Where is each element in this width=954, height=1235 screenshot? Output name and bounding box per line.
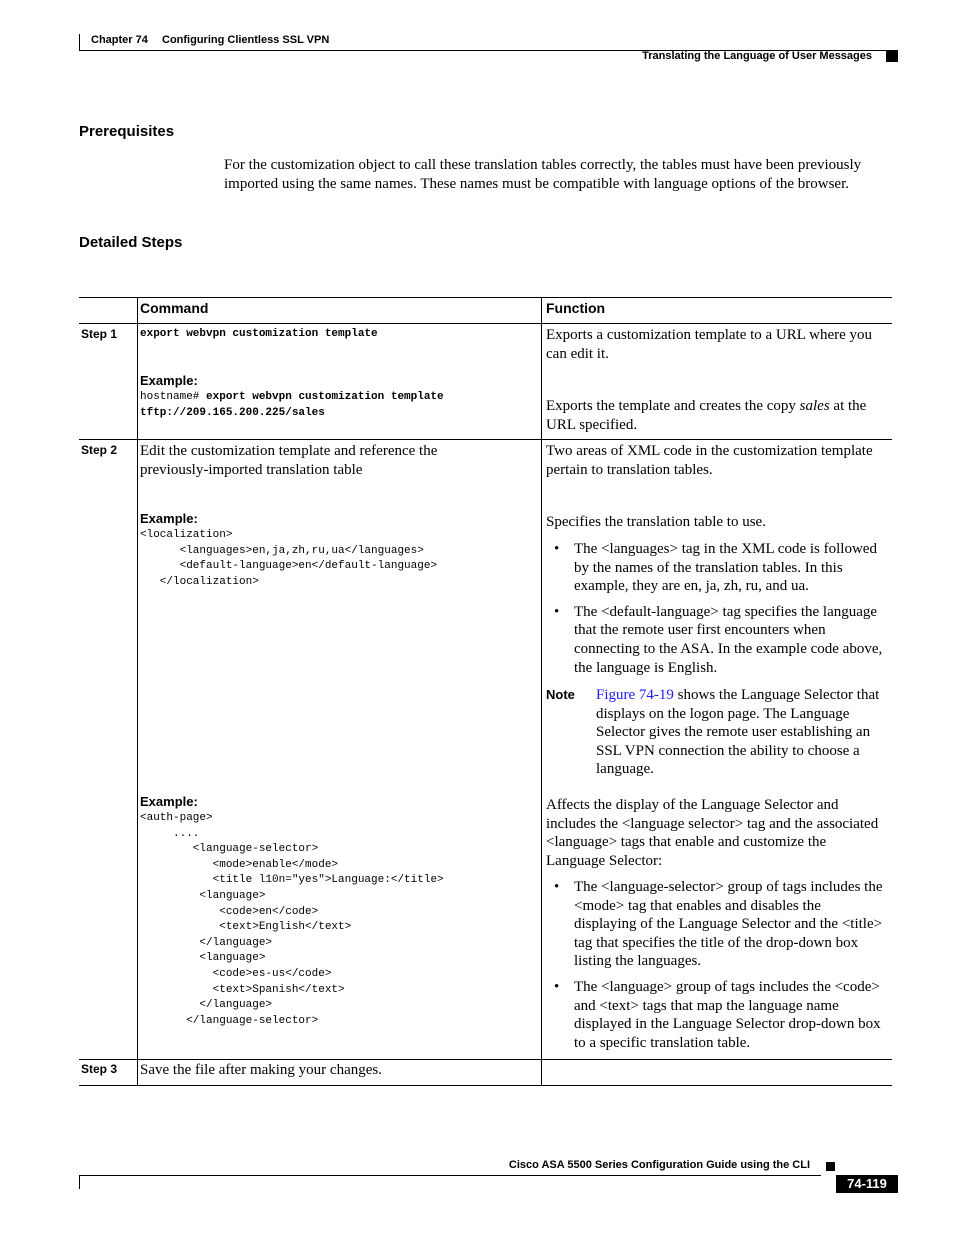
step-1-example-function	[546, 397, 886, 434]
column-divider-2	[541, 297, 542, 1086]
step-3-command: Save the file after making your changes.	[140, 1062, 382, 1078]
bullet-item: • The <language-selector> group of tags includes the <mode> tag that enables and disables the displaying of the Language Selector and the <title> tag that specifies the title of the drop-down box listing the languages.	[546, 878, 886, 971]
emphasis-sales: sales	[799, 398, 830, 414]
step-2-example-1-bullets	[546, 540, 886, 684]
step-3-label: Step 3	[81, 1062, 118, 1076]
bullet-item: • The <languages> tag in the XML code is followed by the names of the translation tables. In this example, they are en, ja, zh, ru, and ua.	[546, 540, 886, 596]
text-fragment: at the URL specified.	[546, 398, 867, 433]
step-2-example-1-code: <localization> <languages>en,ja,zh,ru,ua</languages> <default-language>en</default-language> </localization>	[140, 529, 438, 588]
section-title: Translating the Language of User Messages	[642, 50, 872, 62]
footer-rule	[79, 1175, 821, 1176]
step-2-example-2-function: Affects the display of the Language Selector and includes the <language selector> tag and the associated <language> tags that enable and customize the Language Selector:	[546, 797, 879, 869]
step-2-function: Two areas of XML code in the customization template pertain to translation tables.	[546, 443, 873, 478]
note-label: Note	[546, 687, 575, 702]
step-1-label: Step 1	[81, 327, 118, 341]
header-rule-vertical	[79, 34, 80, 50]
column-header-function: Function	[546, 300, 606, 316]
header-marker	[886, 50, 898, 62]
table-top-rule	[79, 297, 892, 298]
step-2-label: Step 2	[81, 443, 118, 457]
note-body: shows the Language Selector that displays on the logon page. The Language Selector gives the remote user establishing an SSL VPN connection the ability to choose a language.	[596, 687, 880, 778]
figure-link[interactable]: Figure 74-19	[596, 687, 674, 703]
prerequisites-heading: Prerequisites	[79, 123, 175, 140]
example-command-part-2: tftp://209.165.200.225/sales	[140, 406, 325, 419]
step-1-example-code	[140, 390, 444, 421]
note-text	[596, 686, 886, 779]
prerequisites-text: For the customization object to call these translation tables correctly, the tables must have been previously imported using the same names. These names must be compatible with language options of the browser.	[224, 157, 862, 192]
guide-title: Cisco ASA 5500 Series Configuration Guide using the CLI	[508, 1159, 810, 1171]
step-2-example-2-bullets	[546, 878, 886, 1059]
step-2-example-1-function: Specifies the translation table to use.	[546, 514, 766, 530]
page-number: 74-119	[836, 1175, 898, 1193]
detailed-steps-heading: Detailed Steps	[79, 234, 183, 251]
step-2-example-1-label: Example:	[140, 511, 198, 526]
footer-rule-vertical	[79, 1175, 80, 1189]
step-2-example-2-label: Example:	[140, 794, 198, 809]
footer-marker	[826, 1162, 835, 1171]
chapter-number: Chapter 74	[91, 34, 148, 46]
bullet-item: • The <language> group of tags includes the <code> and <text> tags that map the language name displayed in the Language Selector drop-down box to a specific translation table.	[546, 978, 886, 1052]
step-1-example-label: Example:	[140, 373, 198, 388]
table-header-rule-left	[79, 323, 137, 324]
example-prompt: hostname#	[140, 391, 200, 403]
step-2-command: Edit the customization template and reference the previously-imported translation table	[140, 443, 438, 478]
column-header-command: Command	[140, 300, 209, 316]
step-1-command: export webvpn customization template	[140, 328, 378, 340]
text-fragment: Exports the template and creates the copy	[546, 398, 800, 414]
step-2-example-2-code: <auth-page> .... <language-selector> <mode>enable</mode> <title l10n="yes">Language:</title> <language> <code>en</code> <text>English</text> </language> <language> <code>es-us</code> <text>Spanish</text> </language> </language-selector>	[140, 812, 444, 1027]
column-divider-1	[137, 297, 138, 1086]
chapter-title: Configuring Clientless SSL VPN	[162, 34, 330, 46]
table-header-rule	[137, 323, 892, 324]
row-rule-1	[79, 439, 892, 440]
bullet-item: • The <default-language> tag specifies the language that the remote user first encounters when connecting to the ASA. In the example code above, the language is English.	[546, 603, 886, 677]
example-command-part-1: export webvpn customization template	[199, 391, 444, 403]
table-bottom-rule	[79, 1085, 892, 1086]
step-1-function: Exports a customization template to a URL where you can edit it.	[546, 327, 873, 362]
